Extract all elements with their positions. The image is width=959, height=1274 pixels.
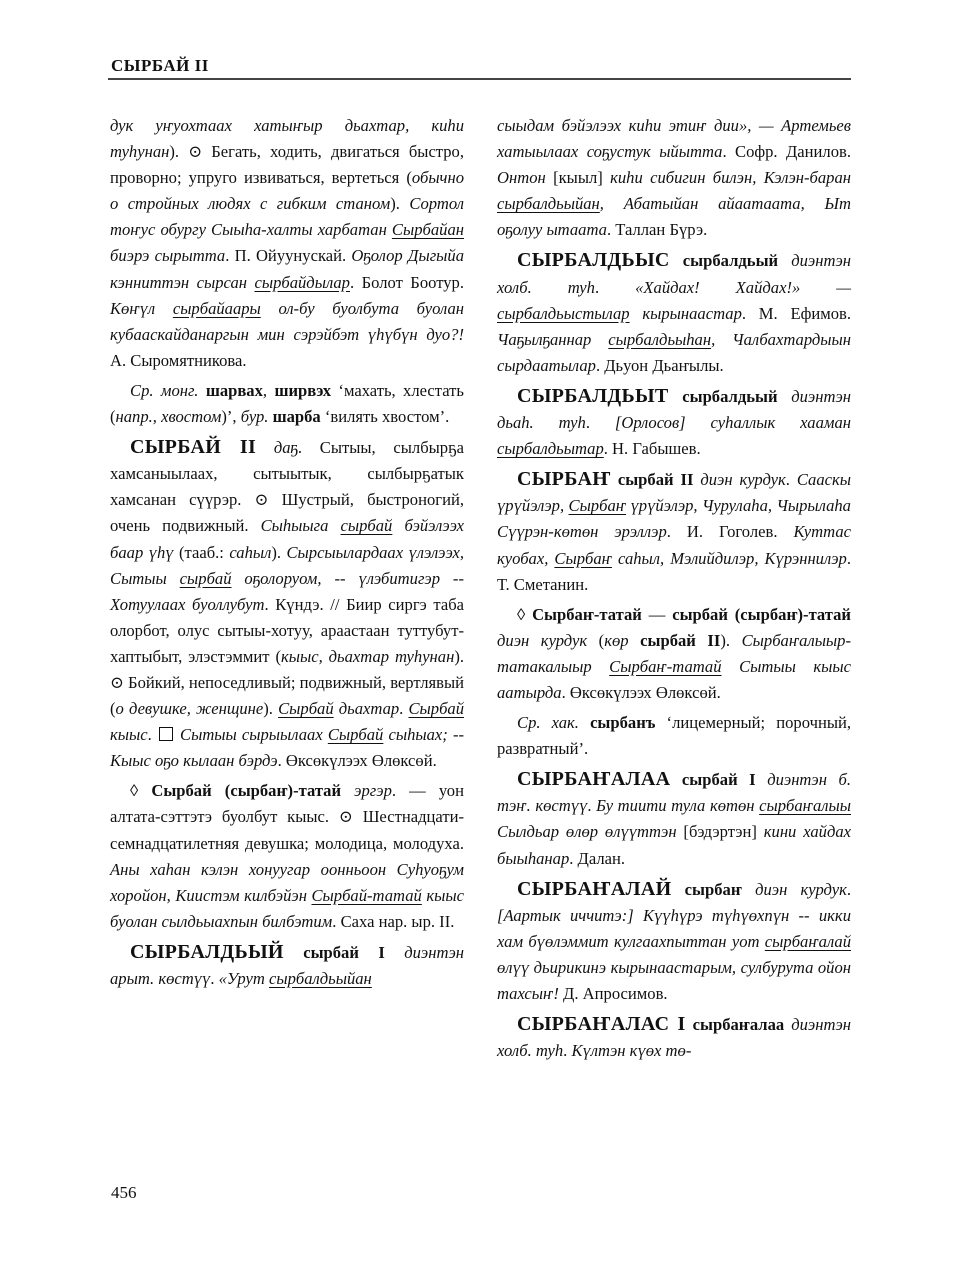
text: [бэдэртэн]: [683, 822, 757, 842]
underlined-example: Сырбаҥ-татай: [609, 656, 722, 676]
underlined-example: Сырбай: [408, 699, 465, 719]
italic-text: обычно о стройных людях с гибким станом: [110, 168, 464, 214]
page-number: 456: [111, 1183, 137, 1202]
text: [кыыл]: [553, 168, 603, 188]
text: А. Сыромятникова.: [110, 350, 247, 370]
text: .: [585, 413, 615, 433]
text: ).: [271, 542, 287, 562]
italic-text: Күүһүрэ түһүөхпүн -- икки хам бүөлэммит кулгаахпыттан уот: [497, 905, 851, 951]
italic-text: Сылдьар өлөр өлүүттэн: [497, 822, 684, 842]
underlined-example: сырбай: [340, 516, 393, 536]
italic-text: хатыҥыр дьахтар, киһи туһунан: [110, 116, 465, 162]
dictionary-entry-paragraph: [497, 710, 851, 762]
headword: СЫРБАЙ II: [130, 436, 257, 459]
text: . Сытыы, сылбырҕа хамсаныылаах, сытыытык, сылбырҕатык хамсанан сүүрэр.: [110, 438, 465, 510]
italic-text: кыыс буолан сылдьыахпын билбэтим: [110, 885, 464, 931]
headword: СЫРБАҤАЛАС I: [517, 1013, 686, 1036]
bold-text: сырбаҥалаа: [685, 1015, 785, 1035]
text: . Н. Габышев.: [603, 439, 701, 459]
italic-text: «Хайдах! Хайдах!» —: [635, 277, 851, 297]
text: .: [399, 699, 409, 719]
underlined-example: Сырбаҥ: [568, 496, 627, 516]
italic-text: даҕ: [256, 438, 298, 458]
text: . Таллан Бүрэ.: [606, 220, 708, 240]
text: . Дьуон Дьаҥылы.: [595, 355, 724, 375]
dictionary-entry-paragraph: [497, 766, 851, 871]
italic-text: Оҕолор Дыгыйа кэнниттэн сырсан: [110, 246, 464, 292]
italic-text: Сытыы кыыс аатырда: [497, 656, 851, 702]
text: Бойкий, непоседливый; подвижный, вертлявый (: [110, 672, 464, 719]
circle-dot-icon: ⊙: [188, 142, 203, 162]
text: . Өксөкүлээх Өлөксөй.: [561, 682, 721, 702]
italic-text: Сыһыыга: [260, 516, 341, 536]
header-rule: [108, 78, 851, 80]
italic-text: кыыс: [110, 725, 148, 745]
text: . Болот Боотур.: [349, 272, 464, 292]
text: )’,: [221, 407, 241, 427]
bold-text: шарба: [272, 407, 321, 427]
italic-text: Сырбаҥалыыр-татакалыыр: [497, 630, 851, 676]
dictionary-entry-paragraph: [497, 1011, 851, 1064]
italic-text: Чаҕылҕаннар: [497, 329, 609, 349]
italic-text: оҕолоруом, -- үлэбитигэр -- Хотуулаах буоллубут: [110, 568, 464, 614]
text: ).: [390, 194, 410, 214]
text: . — уон алтата-сэттэтэ буолбут кыыс.: [110, 781, 464, 827]
italic-text: диэнтэн дьаһ. туһ: [497, 386, 851, 433]
text: . Күндэ. // Биир сиргэ таба олорбот, олус сытыы-хотуу, араастаан туттубут-хаптыбыт, элэстэммит (: [110, 594, 465, 666]
circle-dot-icon: ⊙: [338, 807, 353, 827]
italic-text: саһыл: [229, 542, 272, 562]
italic-text: уҥуохтаах: [155, 116, 232, 135]
text: Шустрый, быстроногий, очень подвижный.: [110, 490, 464, 536]
text: ).: [169, 142, 189, 162]
italic-text: сыһыах; -- Кыыс оҕо кылаан бэрдэ: [110, 725, 464, 771]
text: ).: [454, 646, 465, 666]
dictionary-entry-paragraph: [497, 602, 851, 706]
underlined-example: сырбай: [179, 568, 232, 588]
bold-text: сырбай II: [628, 630, 721, 650]
italic-text: сыыдам бэйэлээх киһи этиҥ дии», — Артемьев хатыылаах соҕустук ыйытта: [497, 116, 851, 162]
italic-text: көр: [604, 630, 629, 650]
text: ,: [262, 380, 275, 400]
italic-text: бур.: [240, 407, 273, 427]
italic-text: Ср. монг.: [130, 380, 206, 400]
dictionary-entry-paragraph: [110, 778, 464, 935]
underlined-example: сырбаҥалыы: [759, 796, 851, 816]
italic-text: Онтон: [497, 168, 554, 188]
text: ‘махать, хлестать (: [110, 380, 464, 427]
text: ◊: [130, 781, 152, 801]
text: (: [587, 630, 605, 650]
bold-text: сырбалдьый: [668, 386, 778, 406]
text: ‘лицемерный; порочный, развратный’.: [497, 713, 851, 759]
italic-text: о девушке, женщине: [115, 699, 264, 719]
italic-text: Сырсыылардаах үлэлээх, Сытыы: [110, 542, 464, 588]
text: . И. Гоголев.: [666, 522, 794, 542]
italic-text: диэн курдук: [497, 630, 588, 650]
italic-text: , Абатыйан айаатаата, Ыт оҕолуу ытаата: [497, 194, 851, 240]
italic-text: Сытыы сырыылаах: [174, 725, 328, 745]
italic-text: , Чалбахтардыын сырдаатылар: [497, 329, 852, 375]
italic-text: биэрэ сырытта: [110, 246, 226, 266]
underlined-example: сырбаҥалай: [764, 931, 851, 951]
underlined-example: Сырбай-татай: [311, 885, 422, 905]
text: . Өксөкүлээх Өлөксөй.: [277, 751, 437, 771]
underlined-example: Сырбаҥ: [554, 548, 612, 568]
italic-text: үрүйэлэр, Чурулаһа, Чырылаһа Сүүрэн-көтөн эрэллэр: [497, 496, 851, 542]
italic-text: саһыл, Мэлийдилэр, Күрэннилэр: [611, 548, 847, 568]
text: . М. Ефимов.: [741, 303, 852, 323]
bold-text: сырбаҥ: [671, 879, 742, 899]
text: .: [147, 725, 157, 745]
dictionary-entry-paragraph: [497, 383, 851, 462]
bold-text: Сырбай (сырбаҥ)-татай: [151, 781, 342, 801]
text: .: [587, 796, 597, 816]
text: —: [641, 604, 673, 624]
headword: СЫРБАЛДЬЫТ: [517, 384, 669, 407]
italic-text: диэн курдук: [741, 879, 847, 899]
italic-text: Күлтэн күөх тө-: [571, 1041, 692, 1061]
bold-text: ширвэх: [274, 380, 332, 400]
italic-text: Ср. хак.: [517, 713, 591, 733]
square-icon: [159, 727, 173, 741]
text: Бегать, ходить, двигаться быстро, проворно; упруго извиваться, вертеться (: [110, 142, 464, 188]
underlined-example: сырбалдьытар: [497, 439, 604, 459]
dictionary-entry-paragraph: [110, 939, 464, 992]
underlined-example: сырбайаары: [172, 298, 261, 318]
bold-text: сырбай (сырбаҥ)-татай: [672, 604, 851, 624]
italic-text: эргэр: [341, 781, 392, 801]
italic-text: Сааскы үрүйэлэр,: [497, 470, 852, 516]
headword: СЫРБАЛДЬЫС: [517, 249, 670, 272]
underlined-example: сырбалдьыйан: [269, 969, 372, 988]
text: Шестнадцати-семнадцатилетняя девушка; молодица, молодуха.: [110, 807, 464, 853]
left-column: [110, 113, 464, 996]
italic-text: напр., хвостом: [115, 407, 222, 427]
underlined-example: Сырбайан: [391, 220, 464, 240]
dictionary-entry-paragraph: [497, 876, 851, 1007]
text: ).: [263, 699, 279, 719]
italic-text: [Аартык иччитэ:]: [497, 905, 634, 925]
bold-text: сырбанъ: [590, 713, 656, 733]
dictionary-entry-paragraph: [497, 113, 851, 243]
dictionary-entry-paragraph: [110, 113, 464, 374]
italic-text: кырынаастар: [629, 303, 742, 323]
text: . П. Ойуунускай.: [225, 246, 352, 266]
dictionary-entry-paragraph: [110, 434, 464, 774]
italic-text: Бу тиити тула көтөн: [596, 796, 760, 816]
italic-text: диэнтэн холб. туһ: [497, 1015, 851, 1061]
italic-text: Көҥүл: [110, 298, 173, 318]
italic-text: диэн курдук: [693, 470, 786, 490]
circle-dot-icon: ⊙: [110, 672, 124, 692]
dictionary-entry-paragraph: [497, 466, 851, 597]
underlined-example: сырбалдьыйан: [497, 194, 600, 214]
bold-text: Сырбаҥ-татай: [532, 604, 642, 624]
text: . Т. Сметанин.: [497, 548, 851, 594]
headword: СЫРБАҤАЛАЙ: [517, 877, 672, 900]
italic-text: кини хайдах быыһанар: [497, 822, 851, 868]
running-head: СЫРБАЙ II: [111, 56, 209, 75]
text: (тааб.:: [173, 542, 230, 562]
italic-text: Куттас куобах,: [497, 522, 851, 568]
italic-text: диэнтэн холб. туһ: [497, 251, 851, 297]
headword: СЫРБАҤАЛАА: [517, 768, 671, 791]
underlined-example: Сырбай: [278, 699, 334, 719]
italic-text: диэнтэн арыт. көстүү: [110, 942, 464, 988]
italic-text: Аны хаһан кэлэн хонуугар оонньоон Суһуоҕум хоройон, Киистэм килбэйэн: [110, 859, 464, 905]
text: . Саха нар. ыр. II.: [332, 911, 455, 931]
underlined-example: сырбалдьыһан: [608, 329, 712, 349]
text: .: [563, 1041, 572, 1061]
italic-text: суһаллык хааман: [685, 413, 851, 433]
italic-text: диэнтэн б. тэҥ. көстүү: [497, 770, 851, 816]
text: .: [846, 879, 851, 899]
underlined-example: Сырбай: [327, 725, 384, 745]
text: ).: [720, 630, 742, 650]
text: Д. Апросимов.: [558, 984, 668, 1003]
circle-dot-icon: ⊙: [254, 490, 269, 510]
right-column: [497, 113, 851, 1068]
italic-text: «Урут: [218, 969, 269, 988]
italic-text: дьахтар: [333, 699, 400, 719]
italic-text: өлүү дьирикинэ кырынаастарым, сулбурута ойон тахсыҥ!: [497, 957, 851, 1003]
italic-text: [Орлосов]: [614, 413, 686, 433]
italic-text: ол-бу буолбута буолан кубаaскайданаргын мин сэрэйбэт үһүбүн дуо?!: [110, 298, 464, 344]
italic-text: кыыс, дьахтар туһунан: [280, 646, 455, 666]
text: ◊: [517, 604, 533, 624]
underlined-example: сырбайдылар: [254, 272, 350, 292]
text: . Софр. Данилов.: [722, 142, 851, 162]
italic-text: Сортол тоҥус обургу Сыыһа-халты харбатан: [110, 194, 464, 240]
headword: СЫРБАҤ: [517, 468, 611, 491]
bold-text: шарвах: [205, 380, 263, 400]
headword: СЫРБАЛДЬЫЙ: [130, 940, 284, 963]
underlined-example: сырбалдьыстылар: [497, 303, 630, 323]
bold-text: сырбай I: [670, 770, 756, 790]
bold-text: сырбай I: [283, 942, 385, 962]
bold-text: сырбай II: [610, 470, 694, 490]
dictionary-entry-paragraph: [497, 247, 851, 378]
text: . Далан.: [569, 848, 626, 868]
text: ‘вилять хвостом’.: [320, 407, 450, 427]
text: .: [210, 969, 219, 988]
text: .: [594, 277, 636, 297]
italic-text: дук: [110, 116, 156, 135]
text: .: [785, 470, 797, 490]
italic-text: киһи сибигин билэн, Кэлэн-баран: [602, 168, 851, 188]
italic-text: бэйэлээх баар үһү: [110, 516, 464, 562]
bold-text: сырбалдьый: [669, 251, 779, 271]
dictionary-entry-paragraph: [110, 378, 464, 430]
